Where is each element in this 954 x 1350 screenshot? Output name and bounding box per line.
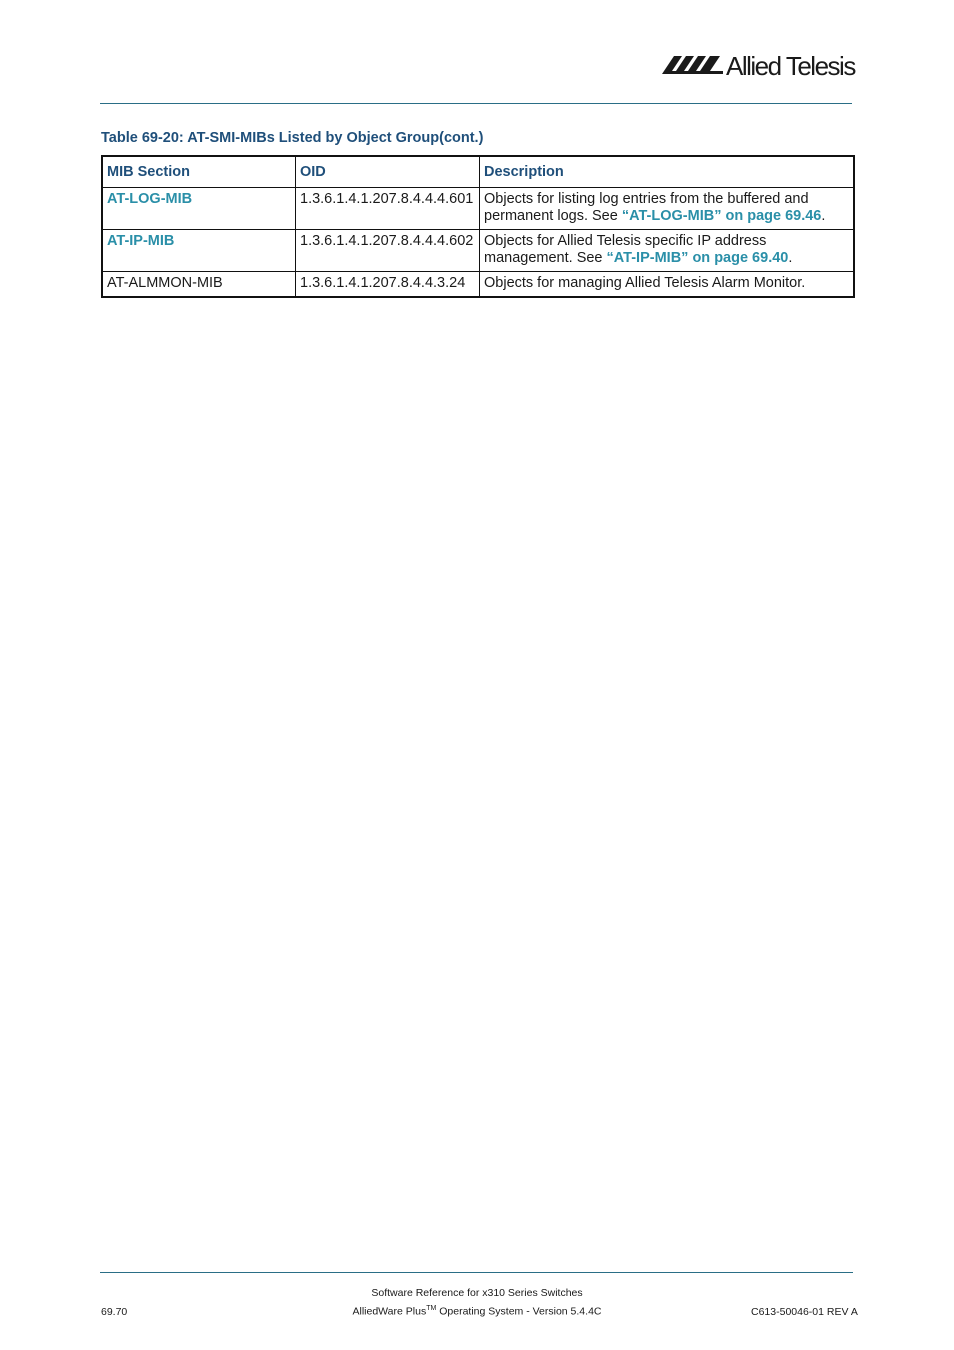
table-row [102,230,854,272]
table-row [102,188,854,230]
allied-telesis-logo-icon [660,50,724,80]
description-cell [480,188,855,230]
column-header-description: Description [480,156,855,188]
cross-reference-link[interactable]: “AT-LOG-MIB” on page 69.46 [621,208,822,224]
cross-reference-link[interactable]: “AT-IP-MIB” on page 69.40 [606,250,789,266]
oid-cell: 1.3.6.1.4.1.207.8.4.4.3.24 [296,272,480,298]
mib-section-link[interactable]: AT-LOG-MIB [107,191,193,207]
mib-section-link[interactable]: AT-IP-MIB [107,233,175,249]
header-rule [100,103,852,104]
description-cell [480,230,855,272]
table-caption: Table 69-20: AT-SMI-MIBs Listed by Object Group(cont.) [101,130,484,146]
mib-section-cell[interactable] [102,230,296,272]
table-row [102,272,854,298]
trademark-mark: TM [426,1305,437,1312]
page-number: 69.70 [101,1306,128,1318]
description-text: Objects for Allied Telesis specific IP address management. See [484,233,767,266]
footer-rule [100,1272,853,1273]
description-text: Objects for listing log entries from the buffered and permanent logs. See [484,191,809,224]
table-header-row [102,156,854,188]
mib-section-cell[interactable] [102,188,296,230]
footer-title: Software Reference for x310 Series Switches [371,1287,583,1299]
footer-product: AlliedWare Plus [352,1305,427,1318]
allied-telesis-logo [660,50,855,80]
mib-table [101,155,855,298]
mib-section-cell: AT-ALMMON-MIB [102,272,296,298]
oid-cell: 1.3.6.1.4.1.207.8.4.4.4.602 [296,230,480,272]
document-id: C613-50046-01 REV A [751,1306,858,1318]
description-end: . [821,208,826,224]
column-header-oid: OID [296,156,480,188]
brand-name: Allied Telesis [726,51,855,81]
description-cell: Objects for managing Allied Telesis Alarm Monitor. [480,272,855,298]
column-header-mib-section: MIB Section [102,156,296,188]
description-end: . [788,250,793,266]
oid-cell: 1.3.6.1.4.1.207.8.4.4.4.601 [296,188,480,230]
footer-version: Operating System - Version 5.4.4C [436,1305,602,1318]
